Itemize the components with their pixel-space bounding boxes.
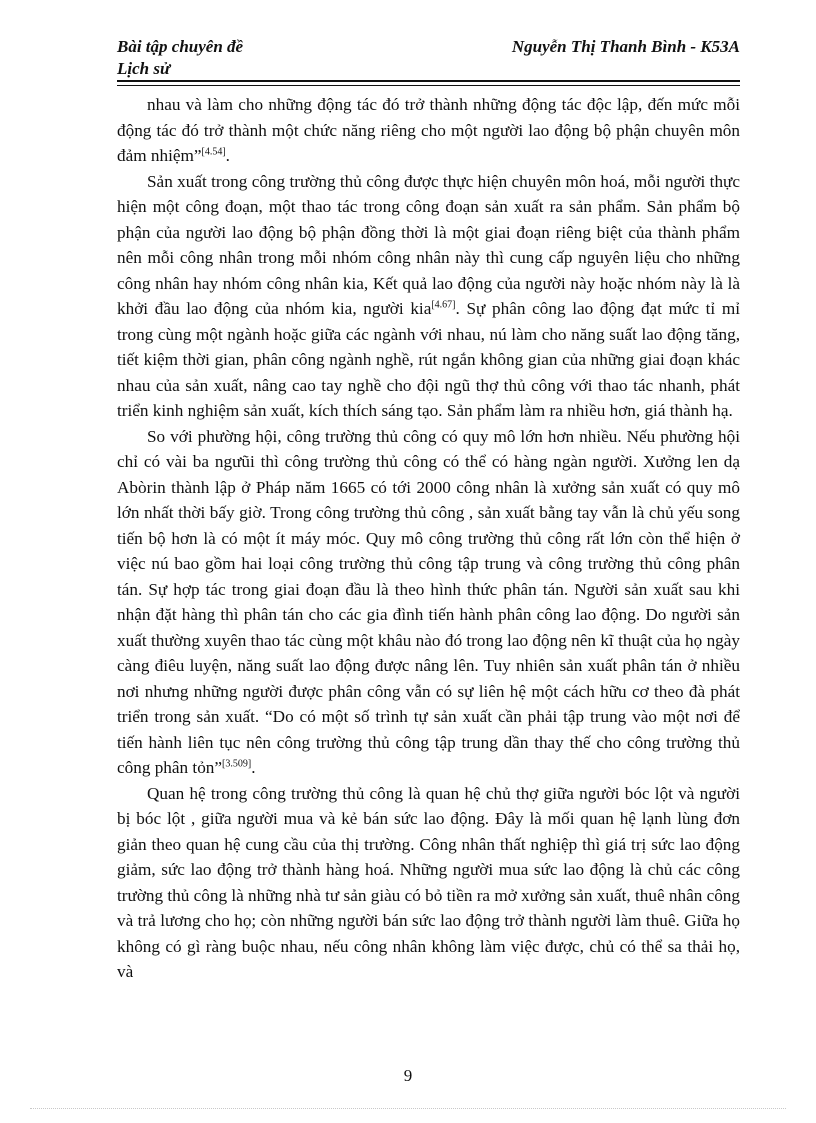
paragraph [117, 424, 740, 781]
paragraph-text: Quan hệ trong công trường thủ công là quan hệ chủ thợ giữa người bóc lột và người bị bóc lột , giữa người mua và kẻ bán sức lao động. Đây là mối quan hệ lạnh lùng đơn giản theo quan hệ cung cầu của thị trường. Công nhân thất nghiệp thì giá trị sức lao động giảm, sức lao động trở thành hàng hoá. Những người mua sức lao động là chủ các công trường thủ công là những nhà tư sản giàu có bỏ tiền ra mở xưởng sản xuất, thuê nhân công và trả lương cho họ; còn những người bán sức lao động trở thành người làm thuê. Giữa họ không có gì ràng buộc nhau, nếu công nhân không làm việc được, chủ có thể sa thải họ, và [117, 783, 740, 981]
citation-ref: [4.67] [431, 299, 456, 311]
paragraph-text: Sản xuất trong công trường thủ công được thực hiện chuyên môn hoá, mỗi người thực hiện một công đoạn, một thao tác trong công đoạn sản xuất ra sản phẩm. Sản phẩm bộ phận của người lao động bộ phận đồng thời là một giai đoạn riêng biệt của thành phẩm nên mỗi công nhân trong mỗi nhóm công nhân này thì cung cấp nguyên liệu cho những công nhân hay nhóm công nhân kia, Kết quả lao động của người này hoặc nhóm này là là khởi đầu lao động của nhóm kia, người kia [117, 171, 740, 318]
header-course-line2: Lịch sử [117, 59, 171, 78]
paragraph-text-after: . [251, 758, 256, 777]
paragraph-text: nhau và làm cho những động tác đó trở thành những động tác độc lập, đến mức mỗi động tác đó trở thành một chức năng riêng cho một người lao động bộ phận chuyên môn đảm nhiệm” [117, 95, 740, 165]
page-header [117, 36, 740, 80]
citation-ref: [3.509] [222, 758, 252, 770]
header-author: Nguyễn Thị Thanh Bình - K53A [511, 37, 740, 56]
header-course [117, 36, 243, 80]
paragraph-text-after: . Sự phân công lao động đạt mức tỉ mỉ trong cùng một ngành hoặc giữa các ngành với nhau, nú làm cho năng suất lao động tăng, tiết kiệm thời gian, phân công ngành nghề, rút ngắn không gian của những giai đoạn khác nhau của sản xuất, nâng cao tay nghề cho đội ngũ thợ thủ công với thao tác nhanh, phát triển kinh nghiệm sản xuất, kích thích sáng tạo. Sản phẩm làm ra nhiều hơn, giá thành hạ. [117, 299, 740, 420]
header-rule-thin [117, 85, 740, 86]
paragraph [117, 92, 740, 169]
footer-dotted-rule [30, 1108, 786, 1109]
citation-ref: [4.54] [201, 146, 226, 158]
paragraph-text-after: . [225, 146, 230, 165]
paragraph-text: So với phường hội, công trường thủ công có quy mô lớn hơn nhiều. Nếu phường hội chỉ có vài ba ngưũi thì công trường thủ công có thể có hàng ngàn người. Xưởng len dạ Abòrin thành lập ở Pháp năm 1665 có tới 2000 công nhân là xưởng sản xuất có quy mô lớn nhất thời bấy giờ. Trong công trường thủ công , sản xuất bằng tay vẫn là chủ yếu song tiến bộ hơn là có một ít máy móc. Quy mô công trường thủ công rất lớn còn thể hiện ở việc nú bao gồm hai loại công trường thủ công tập trung và công trường thủ công phân tán. Sự hợp tác trong giai đoạn đầu là theo hình thức phân tán. Người sản xuất sau khi nhận đặt hàng thì phân tán cho các gia đình tiến hành phân công lao động. Do người sản xuất thường xuyên thao tác cùng một khâu nào đó trong lao động nên kĩ thuật của họ ngày càng điêu luyện, năng suất lao động được nâng lên. Tuy nhiên sản xuất phân tán ở nhiều nơi nhưng những người được phân công vẫn có sự liên hệ một cách hữu cơ theo đà phát triển trong sản xuất. “Do có một số trình tự sản xuất cần phải tập trung vào một nơi để tiến hành liên tục nên công trường thủ công tập trung dần thay thế cho công trường thủ công phân tỏn” [117, 426, 740, 777]
header-course-line1: Bài tập chuyên đề [117, 37, 244, 56]
page-number: 9 [403, 1066, 413, 1085]
paragraph [117, 781, 740, 985]
paragraph [117, 169, 740, 424]
document-body [117, 92, 740, 985]
header-rule-thick [117, 80, 740, 82]
